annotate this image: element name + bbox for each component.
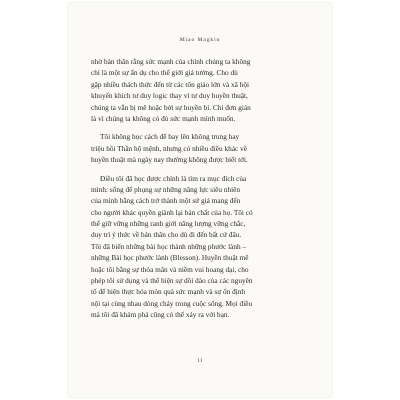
- text-line: thể giữ vững những ranh giới năng lượng vững chắc,: [91, 219, 246, 229]
- book-page: [68, 3, 332, 397]
- text-line: cho người khác quyền giành lại bản chất của họ. Tôi có: [91, 207, 253, 217]
- page-number: 11: [197, 358, 203, 364]
- text-line: chỉ là một sự ẩn dụ cho thế giới giả tưởng. Cho dù: [91, 68, 238, 78]
- text-line: nội tại cùng nhau dòng chảy trong cuộc sống. Mọi điều: [91, 298, 253, 308]
- text-line: của mình bằng cách trở thành một sứ giả mang đến: [91, 196, 241, 206]
- paragraph-2: [91, 131, 309, 165]
- text-line: gặp nhiều thách thức đến từ các tôn giáo lớn và xã hội: [91, 79, 250, 89]
- text-line: là vì chúng ta không có đủ sức mạnh mình muốn.: [91, 113, 236, 123]
- text-line: những Bài học phước lành (Blesson). Huyền thuật mê: [91, 253, 249, 263]
- text-line: mà tôi đã khám phá cũng có thể xảy ra với bạn.: [91, 310, 230, 320]
- paragraph-3: [91, 173, 309, 321]
- text-line: Tôi đã biến những bài học thành những phước lành –: [91, 241, 247, 251]
- body-text: [91, 56, 309, 321]
- text-line: Tôi không học cách để bay lên không trung hay: [100, 132, 240, 142]
- text-line: duy trì ý thức về bản thân cho dù đi đến bất cứ đâu.: [91, 230, 242, 240]
- paragraph-1: [91, 56, 309, 124]
- text-line: tố để hiện thực hóa món quà sức mạnh và sự ổn định: [91, 287, 246, 297]
- text-line: phép tôi sử dụng và thể hiện sự dồi dào của các nguyên: [91, 276, 253, 286]
- text-line: mình: sống để phụng sự những năng lực siêu nhiên: [91, 184, 241, 194]
- text-line: hoặc tôi bằng sự thỏa mãn và niềm vui hoang dại, cho: [91, 264, 249, 274]
- text-line: Điều tôi đã học được chính là tìm ra mục đích của: [100, 173, 247, 183]
- text-line: huyền thuật mà ngày nay thường không được biết tới.: [91, 155, 248, 165]
- text-line: triệu hồi Thần hộ mệnh, nhưng có nhiều điều khác về: [91, 143, 248, 153]
- text-line: chúng ta vẫn bị mê hoặc bởi sự huyền bí. Chỉ đơn giản: [91, 102, 251, 112]
- running-head: Miao Magkiu: [179, 37, 221, 43]
- text-line: khuyến khích tư duy logic thay vì tư duy huyền thuật,: [91, 91, 248, 101]
- text-line: nhờ bản thân rằng sức mạnh của chính chúng ta không: [91, 57, 251, 66]
